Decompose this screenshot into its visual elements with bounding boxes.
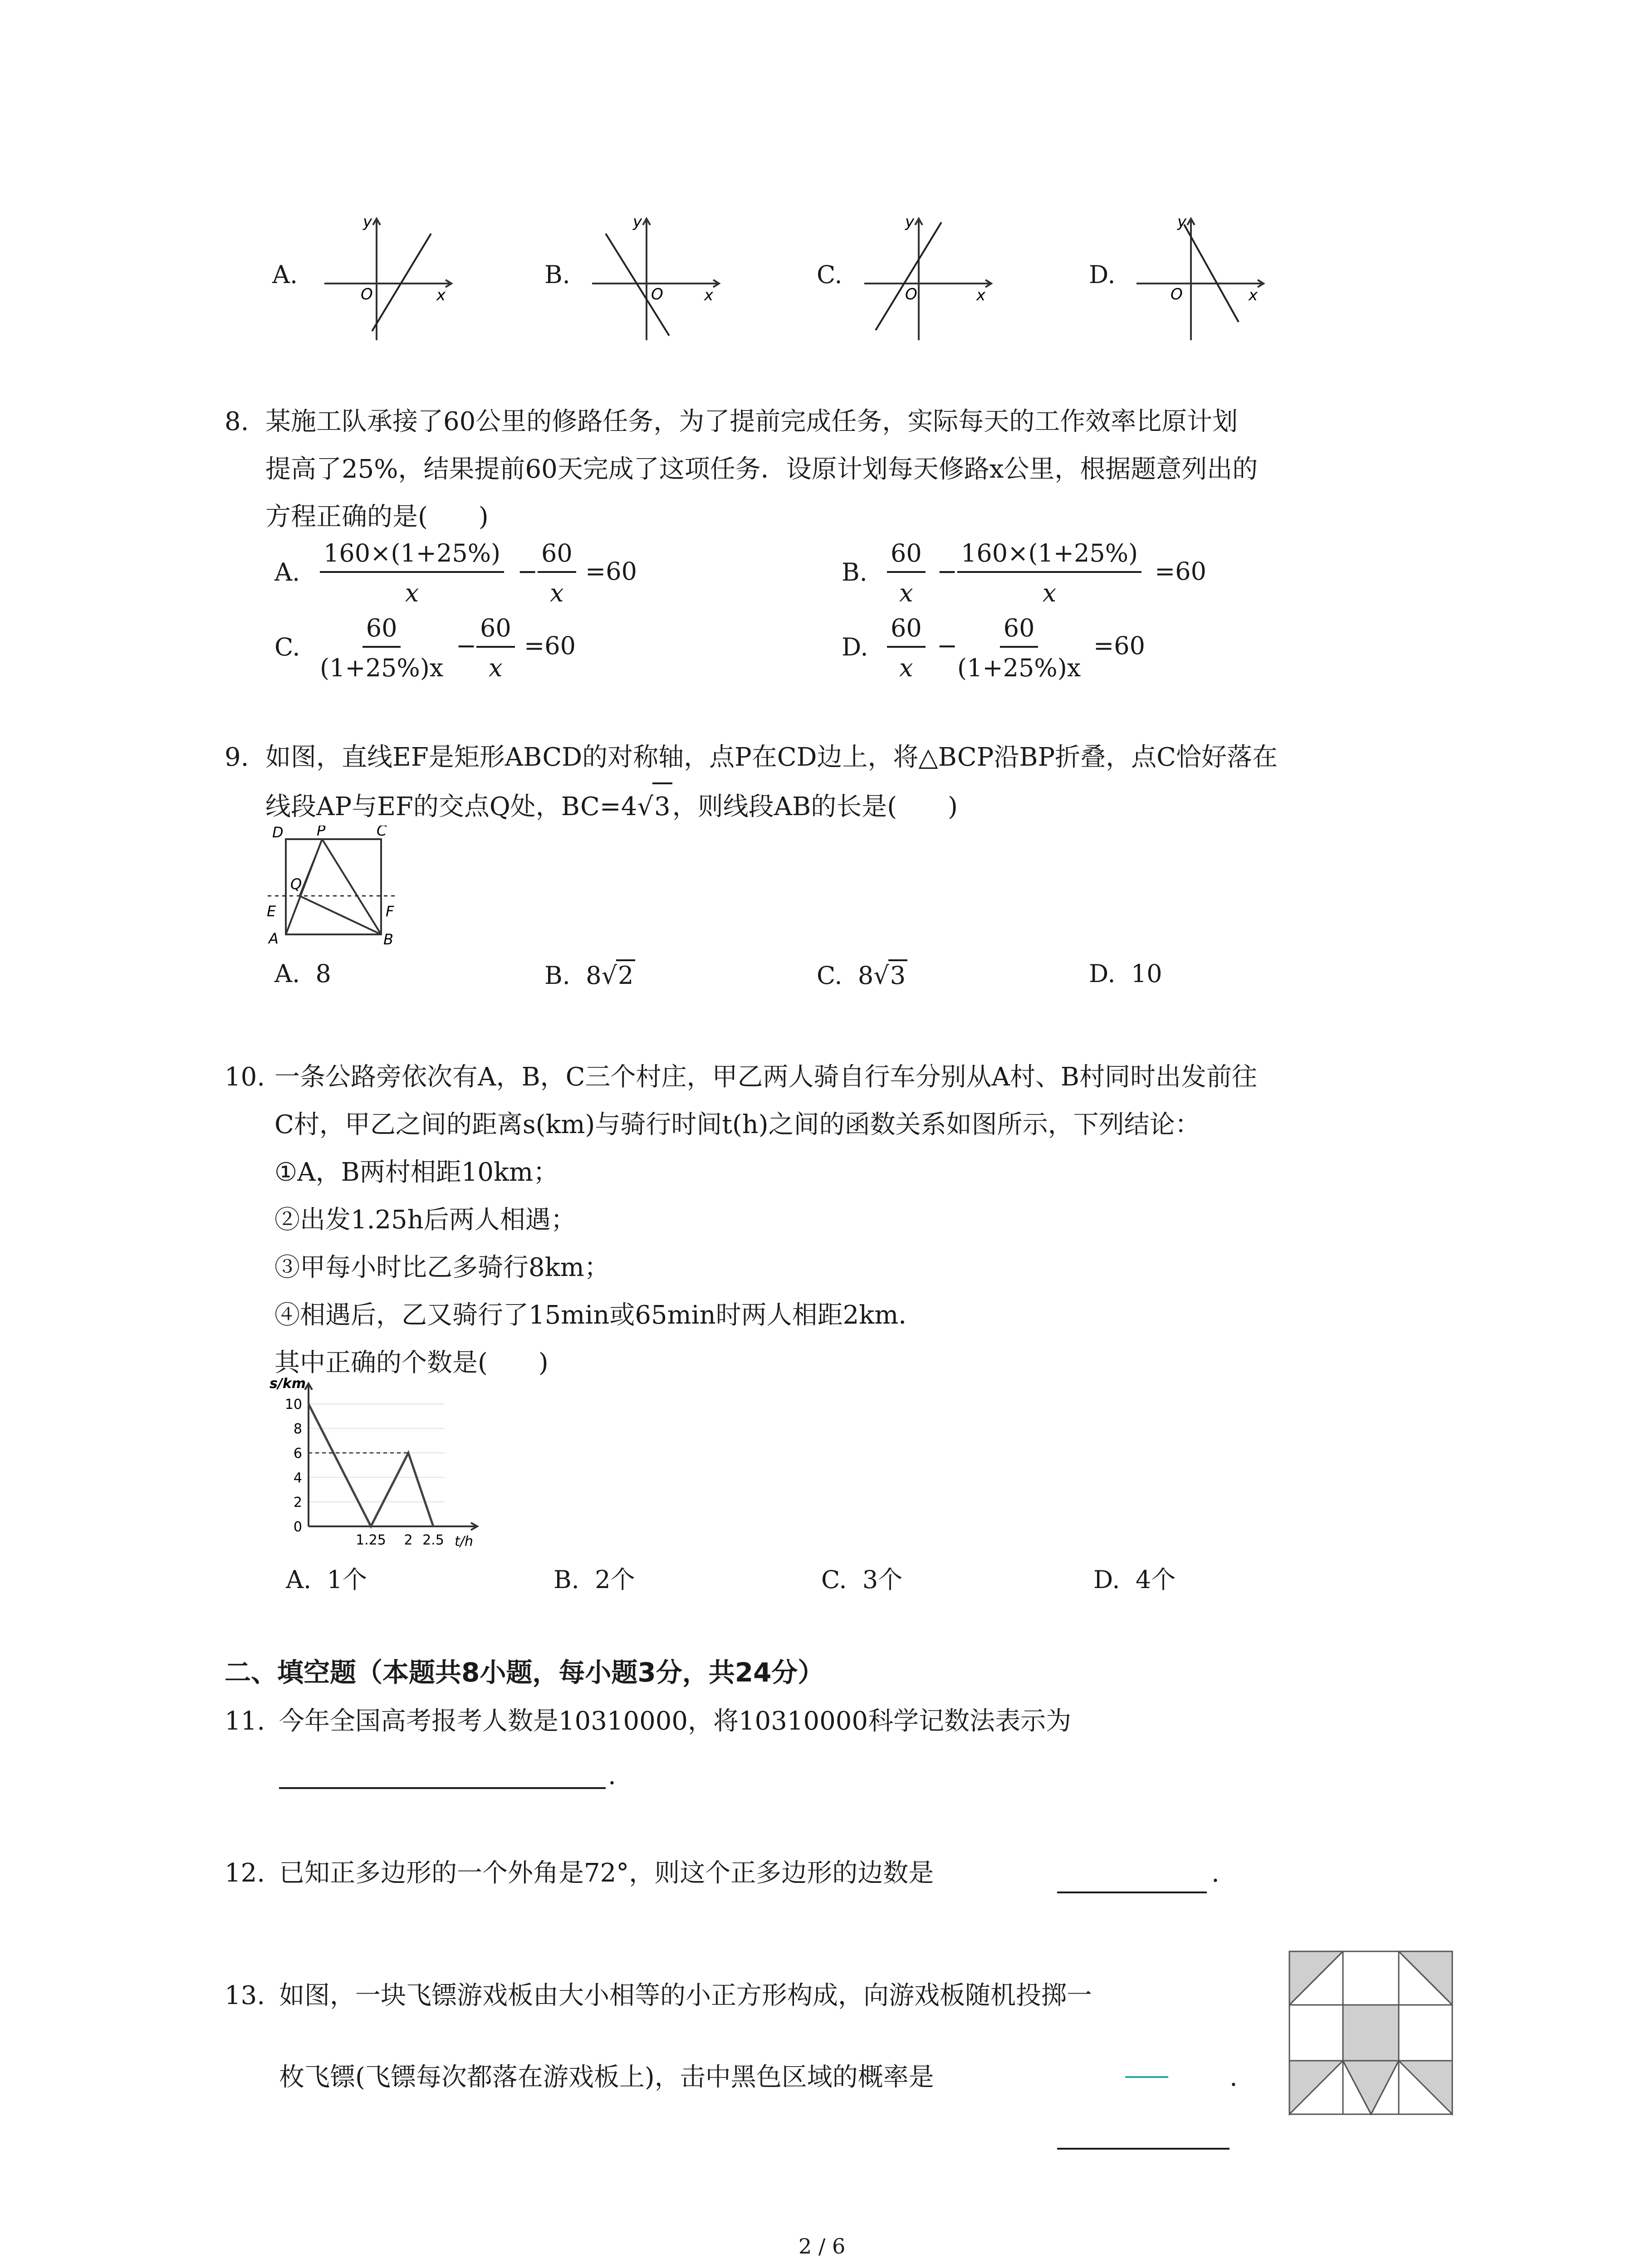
q10-option-d-label: D. <box>1093 1565 1120 1594</box>
dark-center-square <box>1343 2005 1399 2061</box>
q8-d-f1-num: 60 <box>887 612 926 648</box>
q7-b-x-label: x <box>704 286 714 304</box>
q7-c-y-label: y <box>905 213 915 231</box>
q9-sqrt-sign: √ <box>637 792 654 821</box>
q8-c-f2-num: 60 <box>476 612 515 648</box>
q13-end: . <box>1230 2063 1238 2092</box>
q10-statement-3: ③甲每小时比乙多骑行8km； <box>274 1253 610 1282</box>
q10-line-2: C村，甲乙之间的距离s(km)与骑行时间t(h)之间的函数关系如图所示，下列结论： <box>274 1110 1200 1139</box>
q8-option-b-label: B. <box>842 558 867 587</box>
dark-triangle-br <box>1399 2061 1452 2114</box>
q7-graph-c <box>857 213 1003 345</box>
q9-option-b-radicand: 2 <box>616 959 635 990</box>
q7-b-origin-label: O <box>651 285 663 303</box>
chart-y-axis-label: s/km <box>269 1376 306 1392</box>
q7-d-x-label: x <box>1249 286 1258 304</box>
q13-number: 13. <box>225 1981 265 2010</box>
q9-option-c-label: C. <box>817 961 843 990</box>
q7-c-x-label: x <box>976 286 986 304</box>
q10-option-b-label: B. <box>554 1565 579 1594</box>
q9-option-d-label: D. <box>1089 959 1116 988</box>
chart-y-tick-label-1: 2 <box>293 1495 302 1510</box>
q9-option-b-coef: 8 <box>586 961 602 990</box>
q8-d-fraction-2 <box>957 612 1081 684</box>
q13-answer-blank[interactable] <box>1057 2148 1230 2150</box>
q8-c-f1-den: (1+25%)x <box>320 654 444 682</box>
q7-d-origin-label: O <box>1171 285 1183 303</box>
q7-a-y-label: y <box>363 213 372 231</box>
q10-option-a-value: 1个 <box>327 1565 367 1594</box>
q9-label-q: Q <box>290 875 302 893</box>
q10-option-b <box>554 1560 635 1595</box>
chart-x-tick-label-0: 1.25 <box>356 1532 386 1548</box>
q7-graph-a <box>318 213 463 345</box>
q9-b-sqrt-sign: √ <box>601 961 617 990</box>
q13-line-1: 如图，一块飞镖游戏板由大小相等的小正方形构成，向游戏板随机投掷一 <box>279 1981 1092 2010</box>
q8-line-2: 提高了25%，结果提前60天完成了这项任务．设原计划每天修路x公里，根据题意列出的 <box>265 455 1258 484</box>
q12-number: 12. <box>225 1858 265 1888</box>
page-number: 2 / 6 <box>798 2234 846 2258</box>
q10-statement-2: ②出发1.25h后两人相遇； <box>274 1205 576 1235</box>
q9-option-a-value: 8 <box>315 959 331 988</box>
q10-option-c <box>821 1560 902 1595</box>
dark-triangle-bottom <box>1343 2061 1399 2114</box>
q8-b-minus: − <box>937 557 958 586</box>
chart-y-tick-label-4: 8 <box>293 1421 302 1437</box>
q8-c-rhs: =60 <box>524 631 576 660</box>
q8-line-1: 某施工队承接了60公里的修路任务，为了提前完成任务，实际每天的工作效率比原计划 <box>265 407 1238 436</box>
q8-b-fraction-1 <box>887 538 926 609</box>
q8-a-fraction-2 <box>538 538 576 609</box>
q10-option-b-value: 2个 <box>595 1565 635 1594</box>
chart-series-line <box>309 1404 433 1526</box>
q7-graph-b <box>585 213 730 345</box>
q7-option-a-label: A. <box>272 260 298 289</box>
chart-x-tick-label-1: 2 <box>404 1532 413 1548</box>
q9-option-a <box>274 959 331 988</box>
q8-option-d-label: D. <box>842 633 868 661</box>
q8-option-c-label: C. <box>274 633 300 661</box>
q8-b-f2-den: x <box>1042 579 1057 607</box>
q8-d-f2-num: 60 <box>1000 612 1038 648</box>
q7-option-b-label: B. <box>544 260 570 289</box>
q9-label-a: A <box>269 930 279 947</box>
q10-option-c-label: C. <box>821 1565 847 1594</box>
q9-label-d: D <box>272 826 284 841</box>
q8-b-rhs: =60 <box>1155 557 1206 586</box>
q10-statement-1: ①A，B两村相距10km； <box>274 1158 559 1187</box>
q10-statement-4: ④相遇后，乙又骑行了15min或65min时两人相距2km． <box>274 1300 924 1330</box>
q10-option-d <box>1093 1560 1176 1595</box>
q7-b-y-label: y <box>633 213 642 231</box>
q7-a-x-label: x <box>436 286 446 304</box>
q8-b-f2-num: 160×(1+25%) <box>957 538 1141 573</box>
q11-end: . <box>608 1761 616 1790</box>
chart-y-tick-label-3: 6 <box>293 1446 302 1461</box>
q12-text: 已知正多边形的一个外角是72°，则这个正多边形的边数是 <box>279 1858 934 1888</box>
q7-graph-d <box>1130 213 1275 345</box>
q8-c-minus: − <box>456 631 477 660</box>
q8-d-fraction-1 <box>887 612 926 684</box>
q10-option-d-value: 4个 <box>1135 1565 1176 1594</box>
q8-c-f1-num: 60 <box>362 612 401 648</box>
q8-c-f2-den: x <box>489 654 503 682</box>
q9-line-2-radicand: 3 <box>652 782 672 830</box>
q10-question: 其中正确的个数是( ) <box>274 1348 549 1378</box>
q9-line-2 <box>265 782 958 830</box>
q8-d-f1-den: x <box>899 654 913 682</box>
q9-option-b <box>544 959 635 990</box>
q8-a-f2-num: 60 <box>538 538 576 573</box>
chart-gridlines <box>309 1404 445 1526</box>
q8-d-minus: − <box>937 631 958 660</box>
q11-answer-blank[interactable] <box>279 1787 606 1789</box>
q9-c-sqrt-sign: √ <box>873 961 889 990</box>
q7-option-d-label: D. <box>1089 260 1116 289</box>
q9-label-p: P <box>317 826 326 839</box>
q8-a-rhs: =60 <box>585 557 637 586</box>
q9-line-2-a: 线段AP与EF的交点Q处，BC=4 <box>265 792 637 821</box>
q9-option-d-value: 10 <box>1131 959 1162 988</box>
q9-line-2-b: ，则线段AB的长是( ) <box>672 792 958 821</box>
q8-c-fraction-1 <box>320 612 443 684</box>
section-2-title: 二、填空题（本题共8小题，每小题3分，共24分） <box>225 1657 824 1688</box>
q8-d-rhs: =60 <box>1093 631 1145 660</box>
q9-label-b: B <box>383 931 393 948</box>
q10-option-a <box>286 1560 367 1595</box>
q9-option-c-radicand: 3 <box>888 959 907 990</box>
q12-end: . <box>1211 1858 1220 1888</box>
dark-triangle-bl <box>1289 2061 1343 2114</box>
q8-a-fraction-1 <box>320 538 504 609</box>
q9-option-d <box>1089 959 1162 988</box>
q10-line-1: 一条公路旁依次有A，B，C三个村庄，甲乙两人骑自行车分别从A村、B村同时出发前往 <box>274 1062 1258 1092</box>
q8-b-fraction-2 <box>957 538 1141 609</box>
q9-rectangle-figure <box>263 826 413 948</box>
chart-x-tick-label-2: 2.5 <box>422 1532 444 1548</box>
q8-option-a-label: A. <box>274 558 300 587</box>
q13-fraction-bar <box>1125 2076 1168 2078</box>
q9-option-c-coef: 8 <box>857 961 874 990</box>
q9-label-e: E <box>267 903 276 920</box>
chart-y-tick-label-5: 10 <box>284 1397 302 1413</box>
chart-y-ticks <box>285 1397 302 1535</box>
q8-a-minus: − <box>517 557 538 586</box>
q9-number: 9. <box>225 743 249 772</box>
q8-c-fraction-2 <box>476 612 515 684</box>
chart-y-tick-label-2: 4 <box>293 1470 302 1486</box>
q11-number: 11. <box>225 1706 265 1736</box>
q9-label-c: C <box>377 826 387 839</box>
q8-a-f1-num: 160×(1+25%) <box>320 538 504 573</box>
q7-a-origin-label: O <box>361 285 373 303</box>
q10-option-c-value: 3个 <box>862 1565 903 1594</box>
q7-c-origin-label: O <box>905 285 917 303</box>
q12-answer-blank[interactable] <box>1057 1892 1207 1893</box>
q9-option-c <box>817 959 907 990</box>
q11-text: 今年全国高考报考人数是10310000，将10310000科学记数法表示为 <box>279 1706 1072 1736</box>
q8-a-f1-den: x <box>405 579 419 607</box>
q7-d-y-label: y <box>1177 213 1187 231</box>
q9-label-f: F <box>386 903 394 920</box>
q8-a-f2-den: x <box>550 579 564 607</box>
q8-d-f2-den: (1+25%)x <box>957 654 1081 682</box>
chart-x-ticks <box>356 1532 444 1548</box>
q8-number: 8. <box>225 407 249 436</box>
q10-option-a-label: A. <box>286 1565 312 1594</box>
q7-option-c-label: C. <box>817 260 843 289</box>
q10-line-chart <box>268 1374 485 1556</box>
q10-number: 10. <box>225 1062 265 1092</box>
chart-y-tick-label-0: 0 <box>293 1519 302 1535</box>
q13-line-2: 枚飞镖(飞镖每次都落在游戏板上)，击中黑色区域的概率是 <box>279 2063 934 2092</box>
q13-dartboard <box>1288 1950 1454 2116</box>
q8-b-f1-num: 60 <box>887 538 926 573</box>
q8-line-3: 方程正确的是( ) <box>265 502 489 532</box>
q9-option-b-label: B. <box>544 961 570 990</box>
q9-option-a-label: A. <box>274 959 300 988</box>
q8-b-f1-den: x <box>899 579 913 607</box>
q9-line-1: 如图，直线EF是矩形ABCD的对称轴，点P在CD边上，将△BCP沿BP折叠，点C恰好落在 <box>265 743 1278 772</box>
chart-x-axis-label: t/h <box>455 1534 473 1549</box>
